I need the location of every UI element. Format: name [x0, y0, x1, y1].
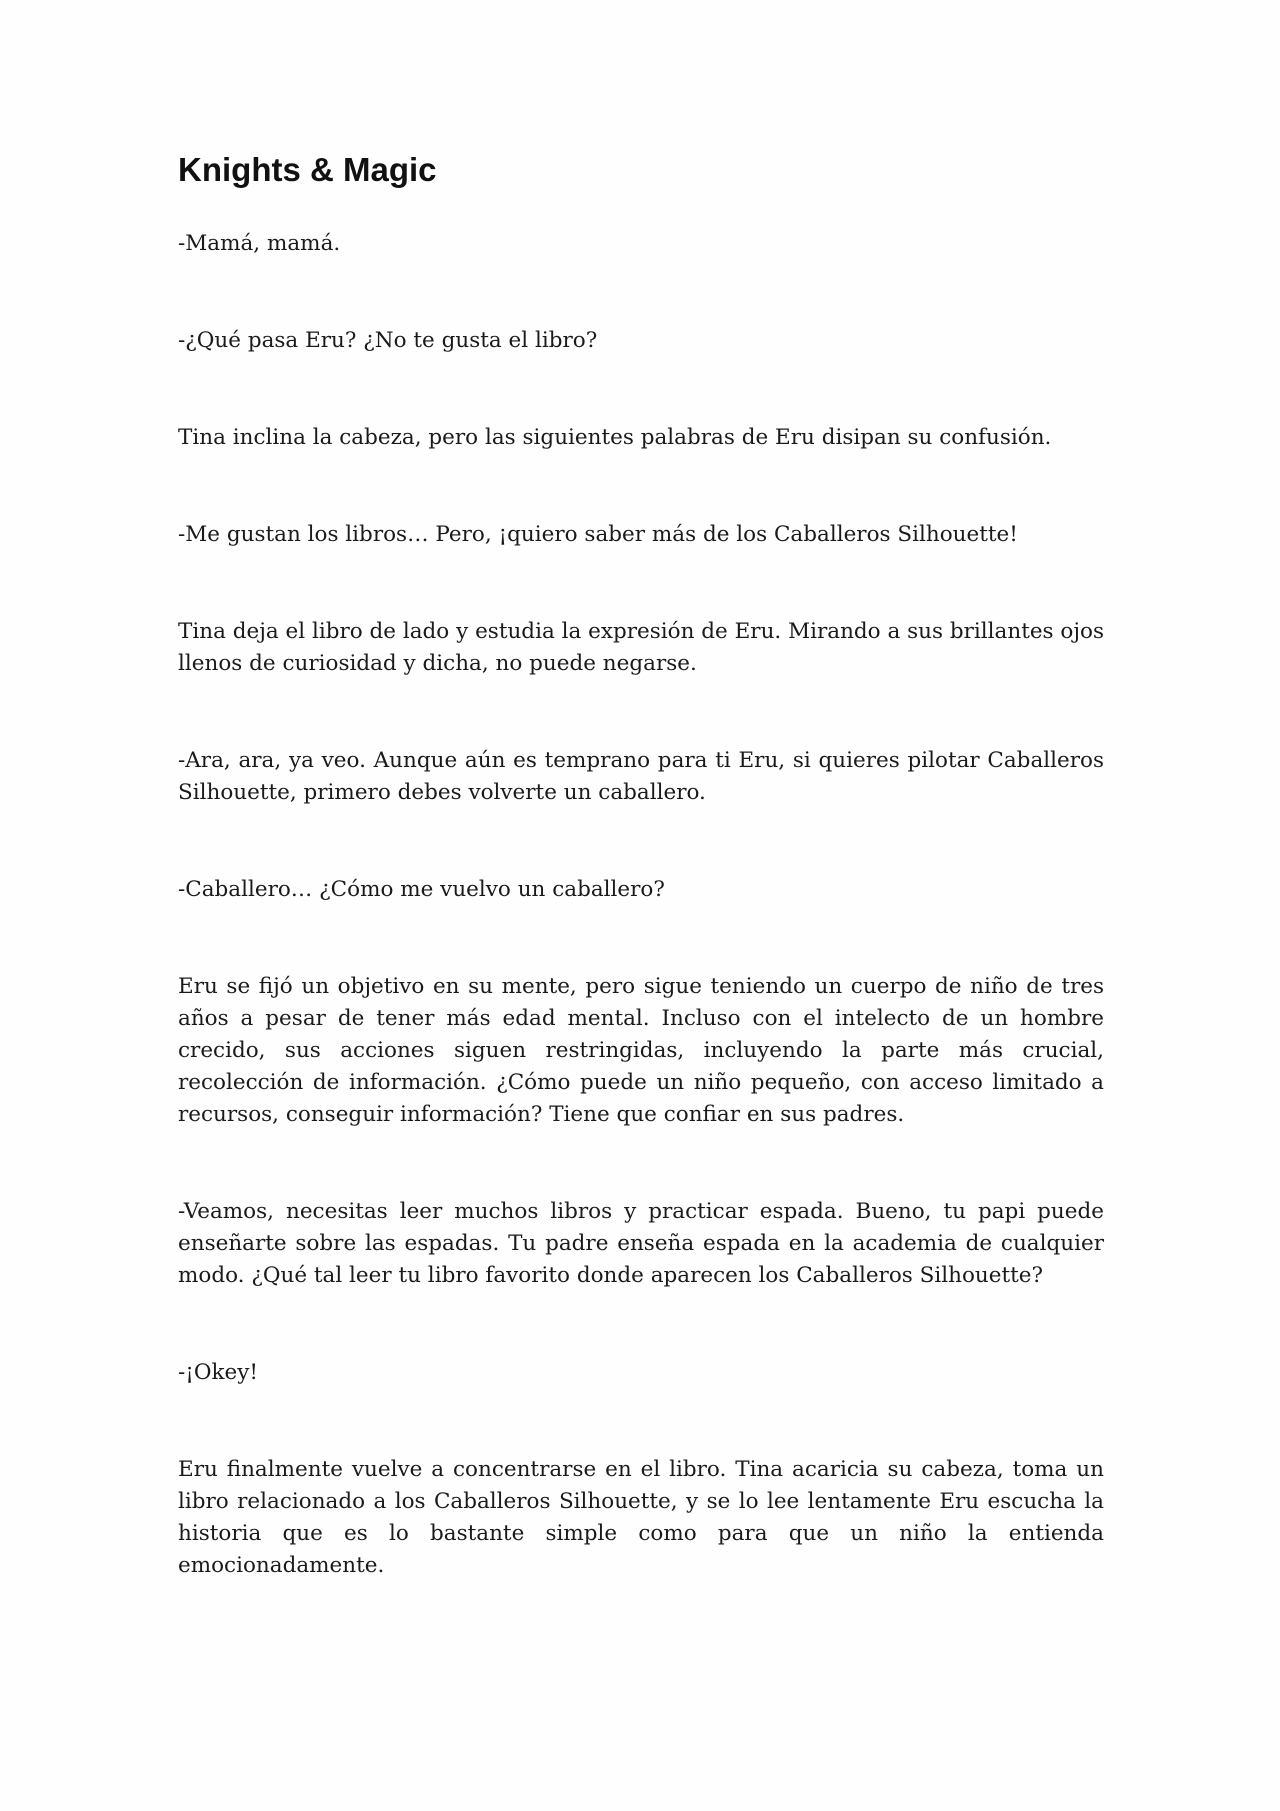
paragraph: -Caballero… ¿Cómo me vuelvo un caballero? [178, 877, 665, 902]
paragraph: Tina inclina la cabeza, pero las siguientes palabras de Eru disipan su confusión. [178, 425, 1052, 450]
paragraph: -¿Qué pasa Eru? ¿No te gusta el libro? [178, 328, 598, 353]
paragraph: Tina deja el libro de lado y estudia la expresión de Eru. Mirando a sus brillantes ojos llenos de curiosidad y dicha, no puede negarse. [178, 619, 1105, 676]
paragraph: -Veamos, necesitas leer muchos libros y practicar espada. Bueno, tu papi puede enseñarte sobre las espadas. Tu padre enseña espada en la academia de cualquier modo. ¿Qué tal leer tu libro favorito donde aparecen los Caballeros Silhouette? [178, 1199, 1104, 1288]
paragraph: -Ara, ara, ya veo. Aunque aún es temprano para ti Eru, si quieres pilotar Caballeros Silhouette, primero debes volverte un caballero. [178, 748, 1104, 805]
paragraph: Eru se fijó un objetivo en su mente, pero sigue teniendo un cuerpo de niño de tres años a pesar de tener más edad mental. Incluso con el intelecto de un hombre crecido, sus acciones siguen restringidas, incluyendo la parte más crucial, recolección de información. ¿Cómo puede un niño pequeño, con acceso limitado a recursos, conseguir información? Tiene que confiar en sus padres. [178, 974, 1104, 1127]
paragraph: Eru finalmente vuelve a concentrarse en el libro. Tina acaricia su cabeza, toma un libro relacionado a los Caballeros Silhouette, y se lo lee lentamente Eru escucha la historia que es lo bastante simple como para que un niño la entienda emocionadamente. [178, 1457, 1104, 1578]
document-body [178, 148, 1104, 1647]
paragraph: -Me gustan los libros… Pero, ¡quiero saber más de los Caballeros Silhouette! [178, 522, 1018, 547]
document-title: Knights & Magic [178, 151, 437, 188]
paragraph: -¡Okey! [178, 1360, 259, 1385]
paragraph: -Mamá, mamá. [178, 231, 341, 256]
